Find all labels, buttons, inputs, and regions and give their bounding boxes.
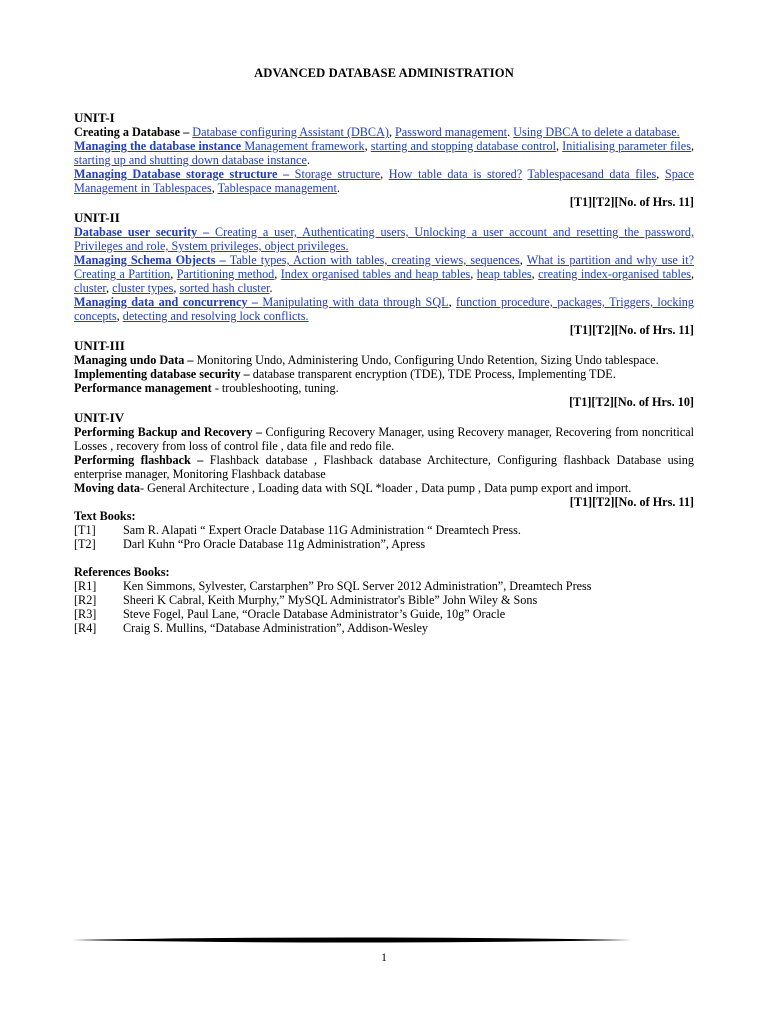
topic-link[interactable]: Storage structure — [294, 167, 381, 181]
book-code: [R1] — [74, 579, 97, 593]
topic-link[interactable]: Partitioning method — [176, 267, 275, 281]
topic-link[interactable]: Manipulating with data through SQL — [262, 295, 449, 309]
topic-link[interactable]: Table types, Action with tables, creating views, sequences — [229, 253, 520, 267]
topic-link[interactable]: What is partition and why use it? — [526, 253, 694, 267]
topic-text: database transparent encryption (TDE), TDE Process, Implementing TDE. — [252, 367, 616, 381]
topic-text: - General Architecture , Loading data with SQL *loader , Data pump , Data pump export and import. — [140, 481, 632, 495]
unit-heading: UNIT-IV — [74, 410, 125, 425]
book-code: [R4] — [74, 621, 97, 635]
topic-link[interactable]: cluster types — [112, 281, 174, 295]
topic-link[interactable]: function procedure, packages, Triggers, locking concepts — [74, 295, 694, 323]
footer-rule — [72, 936, 632, 944]
book-text: Sam R. Alapati “ Expert Oracle Database 11G Administration “ Dreamtech Press. — [123, 523, 521, 537]
topic-text: , — [274, 267, 281, 281]
topic-text: , — [173, 281, 180, 295]
topic-text: . — [306, 153, 310, 167]
text-books-heading: Text Books: — [74, 509, 136, 523]
topic-link[interactable]: Managing data and concurrency – — [74, 295, 263, 309]
topic-link[interactable]: Managing Schema Objects – — [74, 253, 230, 267]
spacer — [74, 551, 694, 565]
reference-book-item — [74, 607, 694, 621]
topic-heading: Performing flashback – — [74, 453, 210, 467]
topic-paragraph — [74, 425, 694, 453]
topic-paragraph — [74, 225, 694, 253]
reference-book-item — [74, 593, 694, 607]
topic-text: . — [507, 125, 514, 139]
text-books-list — [74, 523, 694, 551]
topic-link[interactable]: detecting and resolving lock conflicts. — [122, 309, 309, 323]
topic-text: , — [656, 167, 665, 181]
book-code: [R2] — [74, 593, 97, 607]
reference-books-heading: References Books: — [74, 565, 170, 579]
book-code: [T1] — [74, 523, 96, 537]
unit-heading: UNIT-III — [74, 338, 125, 353]
text-book-item — [74, 537, 694, 551]
topic-link[interactable]: Database configuring Assistant (DBCA) — [192, 125, 389, 139]
topic-text: , — [690, 267, 695, 281]
topic-heading: Moving data — [74, 481, 141, 495]
topic-text: , — [531, 267, 539, 281]
topic-text: Monitoring Undo, Administering Undo, Configuring Undo Retention, Sizing Undo tablespace. — [196, 353, 659, 367]
topic-link[interactable]: starting and stopping database control — [370, 139, 556, 153]
topic-link[interactable]: Creating a user, Authenticating users, Unlocking a user account and resetting the password, Privileges and role, System privileges, object privileges. — [74, 225, 695, 253]
topic-link[interactable]: sorted hash cluster — [179, 281, 270, 295]
topic-text: , — [470, 267, 477, 281]
topic-paragraph — [74, 381, 694, 395]
topic-text: - troubleshooting, tuning. — [211, 381, 339, 395]
topic-link[interactable]: Password management — [395, 125, 508, 139]
topic-heading: Creating a Database – — [74, 125, 193, 139]
reference-book-item — [74, 579, 694, 593]
topic-text: , — [448, 295, 457, 309]
topic-heading: Managing undo Data – — [74, 353, 197, 367]
units-container — [74, 110, 694, 509]
unit-reference-hours: [T1][T2][No. of Hrs. 11] — [569, 495, 694, 509]
topic-link[interactable]: Managing the database instance — [74, 139, 242, 153]
book-text: Darl Kuhn “Pro Oracle Database 11g Administration”, Apress — [123, 537, 426, 551]
topic-link[interactable]: Creating a Partition — [74, 267, 171, 281]
topic-text: . — [336, 181, 340, 195]
book-code: [R3] — [74, 607, 97, 621]
book-text: Steve Fogel, Paul Lane, “Oracle Database Administrator’s Guide, 10g” Oracle — [123, 607, 506, 621]
topic-text: , — [106, 281, 113, 295]
topic-link[interactable]: Database user security – — [74, 225, 216, 239]
topic-link[interactable]: Initialising parameter files — [562, 139, 691, 153]
unit-reference-hours: [T1][T2][No. of Hrs. 11] — [569, 195, 694, 209]
topic-link[interactable]: Tablespace management — [217, 181, 337, 195]
unit-heading: UNIT-II — [74, 210, 120, 225]
topic-link[interactable]: Space Management in Tablespaces — [74, 167, 695, 195]
topic-link[interactable]: How table data is stored? — [388, 167, 523, 181]
topic-text: , — [555, 139, 563, 153]
reference-book-item — [74, 621, 694, 635]
unit-reference-hours: [T1][T2][No. of Hrs. 10] — [569, 395, 694, 409]
book-text: Ken Simmons, Sylvester, Carstarphen” Pro SQL Server 2012 Administration”, Dreamtech Press — [123, 579, 592, 593]
topic-link[interactable]: starting up and shutting down database instance — [74, 153, 307, 167]
topic-paragraph — [74, 353, 694, 367]
reference-books-list — [74, 579, 694, 635]
topic-text: Configuring Recovery Manager, using Recovery manager, Recovering from noncritical Losses , recovery from loss of control file , data file and redo file. — [74, 425, 695, 453]
page-title: ADVANCED DATABASE ADMINISTRATION — [254, 66, 514, 80]
topic-paragraph — [74, 367, 694, 381]
topic-paragraph — [74, 295, 694, 323]
topic-text: , — [380, 167, 389, 181]
topic-text: . — [269, 281, 273, 295]
topic-link[interactable]: Managing Database storage structure – — [74, 167, 295, 181]
topic-text: , — [364, 139, 371, 153]
unit-heading: UNIT-I — [74, 110, 115, 125]
topic-link[interactable]: creating index-organised tables — [538, 267, 691, 281]
topic-link[interactable]: heap tables — [476, 267, 532, 281]
topic-paragraph — [74, 453, 694, 481]
topic-link[interactable]: Index organised tables and heap tables — [280, 267, 471, 281]
topic-link[interactable]: Management framework — [241, 139, 365, 153]
book-text: Craig S. Mullins, “Database Administration”, Addison-Wesley — [123, 621, 429, 635]
topic-text: , — [211, 181, 218, 195]
topic-paragraph — [74, 253, 694, 295]
topic-paragraph — [74, 139, 694, 167]
topic-heading: Performance management — [74, 381, 212, 395]
book-text: Sheeri K Cabral, Keith Murphy,” MySQL Administrator's Bible” John Wiley & Sons — [123, 593, 538, 607]
topic-text: , — [116, 309, 123, 323]
topic-text: , — [388, 125, 396, 139]
page-number: 1 — [381, 952, 387, 964]
topic-heading: Implementing database security – — [74, 367, 253, 381]
topic-paragraph — [74, 167, 694, 195]
topic-heading: Performing Backup and Recovery – — [74, 425, 266, 439]
topic-text: , — [170, 267, 177, 281]
topic-link[interactable]: Using DBCA to delete a database. — [513, 125, 680, 139]
syllabus-page — [74, 66, 694, 635]
topic-text: Flashback database , Flashback database Architecture, Configuring flashback Database using enterprise manager, Monitoring Flashback database — [74, 453, 694, 481]
book-code: [T2] — [74, 537, 96, 551]
topic-link[interactable]: Tablespacesand data files — [527, 167, 657, 181]
topic-paragraph — [74, 125, 694, 139]
topic-text: , — [690, 139, 695, 153]
topic-text: , — [519, 253, 527, 267]
text-book-item — [74, 523, 694, 537]
topic-link[interactable]: cluster — [74, 281, 106, 295]
unit-reference-hours: [T1][T2][No. of Hrs. 11] — [569, 323, 694, 337]
topic-paragraph — [74, 481, 694, 495]
